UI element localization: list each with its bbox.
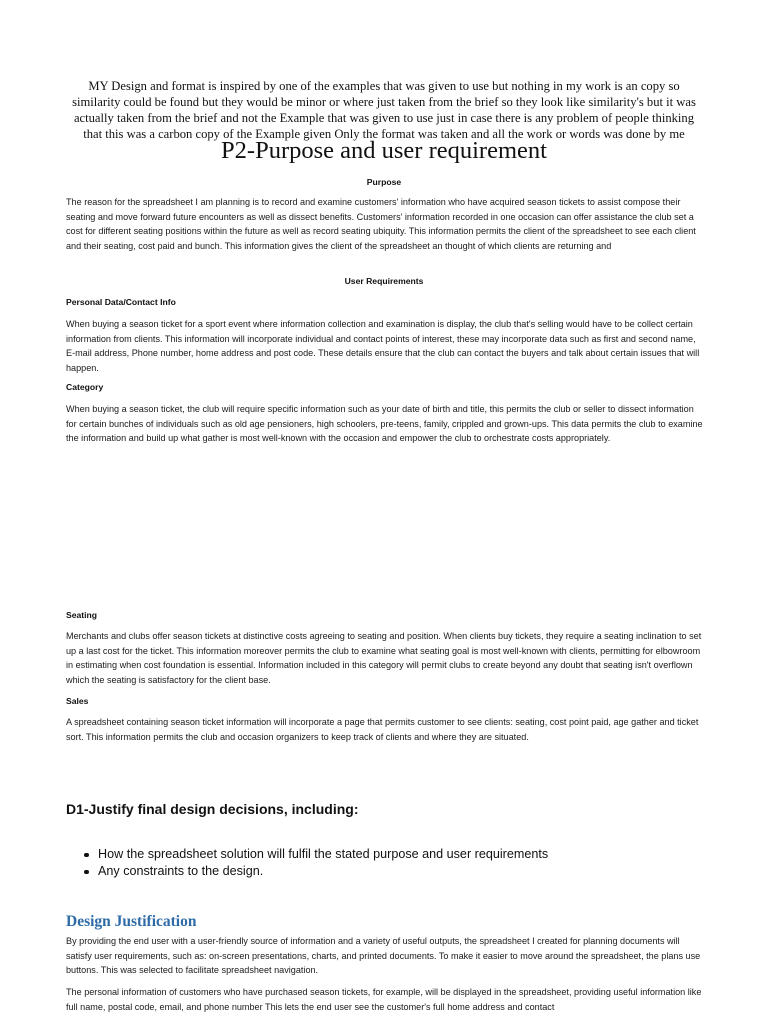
personal-data-heading: Personal Data/Contact Info (66, 297, 176, 307)
seating-heading: Seating (66, 610, 98, 620)
list-item (80, 846, 548, 863)
page-title: P2-Purpose and user requirement (221, 137, 547, 164)
user-requirements-heading: User Requirements (344, 276, 424, 286)
d1-heading: D1-Justify final design decisions, including: (66, 801, 359, 817)
list-item (80, 863, 548, 880)
list-item-text: Any constraints to the design. (98, 864, 264, 878)
design-justification-heading: Design Justification (66, 913, 197, 930)
design-justification-paragraph-1: By providing the end user with a user-friendly source of information and a variety of useful outputs, the spreadsheet I created for planning documents will satisfy user requirements, such as: on-screen presentations, charts, and printed documents. To make it easier to move around the spreadsheet, the plans use buttons. This was selected to facilitate spreadsheet navigation. (66, 936, 701, 975)
d1-bullet-list (80, 846, 548, 880)
purpose-heading: Purpose (366, 177, 402, 187)
category-heading: Category (66, 382, 104, 392)
bullet-icon (84, 870, 89, 875)
list-item-text: How the spreadsheet solution will fulfil the stated purpose and user requirements (98, 847, 549, 861)
personal-data-paragraph: When buying a season ticket for a sport event where information collection and examination is display, the club that's selling would have to be collect certain information from clients. This information will incorporate individual and contact points of interest, these may incorporate data such as first and second name, E-mail address, Phone number, home address and post code. These details ensure that the club can contact the buyers and talk about certain issues that will happen. (66, 319, 700, 373)
bullet-icon (84, 853, 89, 858)
seating-paragraph: Merchants and clubs offer season tickets at distinctive costs agreeing to seating and position. When clients buy tickets, they require a seating inclination to set up a last cost for the ticket. This information moreover permits the club to examine what seating goal is most well-known with clients, permitting for elbowroom in estimating when cost foundation is essential. Information included in this category will permit clubs to create beyond any doubt that seating isn't overflown which the seating is satisfactory for the client base. (66, 631, 702, 685)
intro-note: MY Design and format is inspired by one of the examples that was given to use but nothing in my work is an copy so similarity could be found but they would be minor or where just taken from the brief so they look like similarity's but it was actually taken from the brief and not the Example that was given to use just in case there is any problem of people thinking that this was a carbon copy of the Example given Only the format was taken and all the work or words was done by me (72, 78, 696, 141)
design-justification-paragraph-2: The personal information of customers who have purchased season tickets, for example, will be displayed in the spreadsheet, providing useful information like full name, postal code, email, and phone number This lets the end user see the customer's full home address and contact (66, 987, 702, 1012)
purpose-paragraph: The reason for the spreadsheet I am planning is to record and examine customers' information who have acquired season tickets to assist compose their seating and move forward future encounters as well as dissect benefits. Customers' information recorded in one occasion can offer assistance the club set a cost for different seating positions within the future as well as record seating ubiquity. This information permits the client of the spreadsheet to see each client and their seating, cost paid and bunch. This information gives the client of the spreadsheet an thought of which clients are returning and (66, 197, 696, 251)
sales-paragraph: A spreadsheet containing season ticket information will incorporate a page that permits customer to see clients: seating, cost point paid, age gather and ticket sort. This information permits the club and occasion organizers to keep track of clients and where they are situated. (66, 717, 699, 742)
category-paragraph: When buying a season ticket, the club will require specific information such as your date of birth and title, this permits the club or seller to dissect information for certain bunches of individuals such as old age pensioners, high schoolers, pre-teens, family, crippled and grown-ups. This data permits the club to examine the information and build up what gather is most well-known with the occasion and empower the club to orchestrate costs appropriately. (66, 404, 703, 443)
sales-heading: Sales (66, 696, 89, 706)
